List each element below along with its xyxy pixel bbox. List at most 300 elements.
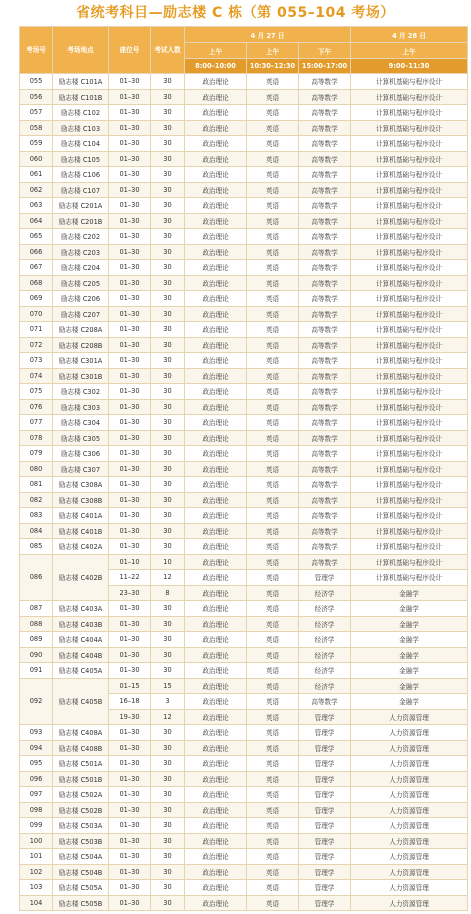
subject-day1-session2-cell: 英语 [247, 353, 299, 369]
candidate-count-cell: 30 [151, 337, 185, 353]
subject-day2-session1-cell: 计算机基础与程序设计 [351, 291, 468, 307]
location-cell: 励志楼 C403B [53, 616, 109, 632]
subject-day2-session1-cell: 计算机基础与程序设计 [351, 306, 468, 322]
room-number-cell: 063 [20, 198, 53, 214]
table-row [20, 523, 468, 539]
subject-day1-session3-cell: 高等数学 [299, 477, 351, 493]
subject-day1-session2-cell: 英语 [247, 508, 299, 524]
subject-day1-session3-cell: 高等数学 [299, 694, 351, 710]
candidate-count-cell: 30 [151, 74, 185, 90]
subject-day1-session1-cell: 政治理论 [185, 368, 247, 384]
subject-day1-session3-cell: 高等数学 [299, 136, 351, 152]
candidate-count-cell: 30 [151, 740, 185, 756]
subject-day1-session1-cell: 政治理论 [185, 337, 247, 353]
seat-range-cell: 01–30 [109, 229, 151, 245]
subject-day1-session2-cell: 英语 [247, 523, 299, 539]
seat-range-cell: 01–30 [109, 632, 151, 648]
subject-day1-session2-cell: 英语 [247, 802, 299, 818]
subject-day2-session1-cell: 人力资源管理 [351, 895, 468, 911]
candidate-count-cell: 30 [151, 167, 185, 183]
room-number-cell: 086 [20, 554, 53, 601]
seat-range-cell: 01–30 [109, 833, 151, 849]
subject-day1-session3-cell: 管理学 [299, 787, 351, 803]
subject-day1-session2-cell: 英语 [247, 151, 299, 167]
candidate-count-cell: 30 [151, 647, 185, 663]
subject-day1-session3-cell: 高等数学 [299, 167, 351, 183]
table-row [20, 647, 468, 663]
seat-range-cell: 01–30 [109, 151, 151, 167]
room-number-cell: 103 [20, 880, 53, 896]
seat-range-cell: 01–30 [109, 895, 151, 911]
subject-day2-session1-cell: 人力资源管理 [351, 709, 468, 725]
subject-day1-session1-cell: 政治理论 [185, 353, 247, 369]
seat-range-cell: 01–30 [109, 663, 151, 679]
subject-day1-session2-cell: 英语 [247, 89, 299, 105]
subject-day2-session1-cell: 金融学 [351, 663, 468, 679]
table-row [20, 740, 468, 756]
subject-day1-session3-cell: 高等数学 [299, 275, 351, 291]
subject-day2-session1-cell: 人力资源管理 [351, 771, 468, 787]
table-row [20, 229, 468, 245]
seat-range-cell: 01–30 [109, 446, 151, 462]
candidate-count-cell: 8 [151, 585, 185, 601]
seat-range-cell: 01–30 [109, 756, 151, 772]
header-day1-date: 4 月 27 日 [185, 27, 351, 43]
seat-range-cell: 01–30 [109, 849, 151, 865]
table-row [20, 818, 468, 834]
room-number-cell: 067 [20, 260, 53, 276]
table-row [20, 151, 468, 167]
subject-day1-session1-cell: 政治理论 [185, 430, 247, 446]
room-number-cell: 088 [20, 616, 53, 632]
subject-day1-session3-cell: 经济学 [299, 647, 351, 663]
subject-day2-session1-cell: 计算机基础与程序设计 [351, 151, 468, 167]
table-row [20, 384, 468, 400]
subject-day1-session1-cell: 政治理论 [185, 818, 247, 834]
location-cell: 励志楼 C505A [53, 880, 109, 896]
room-number-cell: 071 [20, 322, 53, 338]
seat-range-cell: 01–30 [109, 368, 151, 384]
subject-day1-session1-cell: 政治理论 [185, 849, 247, 865]
room-number-cell: 064 [20, 213, 53, 229]
subject-day1-session2-cell: 英语 [247, 678, 299, 694]
candidate-count-cell: 30 [151, 818, 185, 834]
location-cell: 励志楼 C504A [53, 849, 109, 865]
location-cell: 励志楼 C106 [53, 167, 109, 183]
subject-day2-session1-cell: 人力资源管理 [351, 818, 468, 834]
subject-day1-session1-cell: 政治理论 [185, 647, 247, 663]
subject-day1-session1-cell: 政治理论 [185, 663, 247, 679]
subject-day1-session2-cell: 英语 [247, 213, 299, 229]
subject-day1-session2-cell: 英语 [247, 399, 299, 415]
table-row [20, 833, 468, 849]
seat-range-cell: 01–15 [109, 678, 151, 694]
location-cell: 励志楼 C101B [53, 89, 109, 105]
room-number-cell: 058 [20, 120, 53, 136]
subject-day1-session1-cell: 政治理论 [185, 74, 247, 90]
subject-day1-session3-cell: 管理学 [299, 709, 351, 725]
candidate-count-cell: 3 [151, 694, 185, 710]
subject-day2-session1-cell: 计算机基础与程序设计 [351, 415, 468, 431]
table-row [20, 415, 468, 431]
subject-day2-session1-cell: 人力资源管理 [351, 802, 468, 818]
subject-day1-session2-cell: 英语 [247, 368, 299, 384]
subject-day1-session2-cell: 英语 [247, 694, 299, 710]
candidate-count-cell: 30 [151, 353, 185, 369]
location-cell: 励志楼 C404A [53, 632, 109, 648]
subject-day1-session3-cell: 经济学 [299, 601, 351, 617]
subject-day1-session3-cell: 管理学 [299, 570, 351, 586]
candidate-count-cell: 30 [151, 492, 185, 508]
subject-day1-session1-cell: 政治理论 [185, 306, 247, 322]
subject-day2-session1-cell: 计算机基础与程序设计 [351, 120, 468, 136]
room-number-cell: 087 [20, 601, 53, 617]
candidate-count-cell: 30 [151, 244, 185, 260]
room-number-cell: 081 [20, 477, 53, 493]
table-row [20, 461, 468, 477]
room-number-cell: 082 [20, 492, 53, 508]
location-cell: 励志楼 C504B [53, 864, 109, 880]
table-row [20, 787, 468, 803]
candidate-count-cell: 30 [151, 601, 185, 617]
subject-day1-session3-cell: 管理学 [299, 802, 351, 818]
subject-day2-session1-cell: 计算机基础与程序设计 [351, 508, 468, 524]
seat-range-cell: 01–30 [109, 771, 151, 787]
subject-day2-session1-cell: 计算机基础与程序设计 [351, 523, 468, 539]
subject-day1-session2-cell: 英语 [247, 337, 299, 353]
subject-day1-session1-cell: 政治理论 [185, 89, 247, 105]
subject-day1-session2-cell: 英语 [247, 415, 299, 431]
subject-day1-session1-cell: 政治理论 [185, 275, 247, 291]
room-number-cell: 079 [20, 446, 53, 462]
subject-day1-session1-cell: 政治理论 [185, 570, 247, 586]
subject-day1-session2-cell: 英语 [247, 663, 299, 679]
table-row [20, 306, 468, 322]
table-row [20, 136, 468, 152]
subject-day1-session3-cell: 高等数学 [299, 105, 351, 121]
table-row [20, 244, 468, 260]
subject-day2-session1-cell: 计算机基础与程序设计 [351, 384, 468, 400]
subject-day1-session1-cell: 政治理论 [185, 694, 247, 710]
subject-day1-session1-cell: 政治理论 [185, 492, 247, 508]
subject-day1-session3-cell: 经济学 [299, 632, 351, 648]
candidate-count-cell: 30 [151, 136, 185, 152]
subject-day1-session1-cell: 政治理论 [185, 756, 247, 772]
table-row [20, 756, 468, 772]
subject-day1-session2-cell: 英语 [247, 229, 299, 245]
subject-day1-session2-cell: 英语 [247, 740, 299, 756]
candidate-count-cell: 30 [151, 461, 185, 477]
subject-day1-session1-cell: 政治理论 [185, 787, 247, 803]
location-cell: 励志楼 C405A [53, 663, 109, 679]
table-row [20, 802, 468, 818]
location-cell: 励志楼 C102 [53, 105, 109, 121]
location-cell: 励志楼 C206 [53, 291, 109, 307]
subject-day2-session1-cell: 计算机基础与程序设计 [351, 353, 468, 369]
candidate-count-cell: 30 [151, 477, 185, 493]
header-day2-session1-time: 9:00–11:30 [351, 59, 468, 74]
room-number-cell: 080 [20, 461, 53, 477]
subject-day2-session1-cell: 人力资源管理 [351, 849, 468, 865]
subject-day2-session1-cell: 计算机基础与程序设计 [351, 477, 468, 493]
table-row [20, 601, 468, 617]
subject-day2-session1-cell: 计算机基础与程序设计 [351, 322, 468, 338]
subject-day1-session2-cell: 英语 [247, 461, 299, 477]
room-number-cell: 085 [20, 539, 53, 555]
subject-day1-session3-cell: 高等数学 [299, 492, 351, 508]
subject-day2-session1-cell: 人力资源管理 [351, 725, 468, 741]
subject-day1-session3-cell: 管理学 [299, 771, 351, 787]
seat-range-cell: 01–30 [109, 353, 151, 369]
subject-day1-session1-cell: 政治理论 [185, 120, 247, 136]
room-number-cell: 069 [20, 291, 53, 307]
candidate-count-cell: 12 [151, 709, 185, 725]
subject-day1-session2-cell: 英语 [247, 833, 299, 849]
subject-day2-session1-cell: 计算机基础与程序设计 [351, 337, 468, 353]
seat-range-cell: 01–30 [109, 89, 151, 105]
location-cell: 励志楼 C301A [53, 353, 109, 369]
location-cell: 励志楼 C302 [53, 384, 109, 400]
subject-day1-session1-cell: 政治理论 [185, 554, 247, 570]
subject-day2-session1-cell: 计算机基础与程序设计 [351, 136, 468, 152]
candidate-count-cell: 30 [151, 725, 185, 741]
subject-day1-session1-cell: 政治理论 [185, 291, 247, 307]
seat-range-cell: 01–30 [109, 725, 151, 741]
subject-day1-session2-cell: 英语 [247, 136, 299, 152]
header-seat-no: 座位号 [109, 27, 151, 74]
table-row [20, 337, 468, 353]
seat-range-cell: 01–30 [109, 864, 151, 880]
subject-day1-session1-cell: 政治理论 [185, 167, 247, 183]
candidate-count-cell: 30 [151, 833, 185, 849]
location-cell: 励志楼 C208A [53, 322, 109, 338]
location-cell: 励志楼 C505B [53, 895, 109, 911]
candidate-count-cell: 12 [151, 570, 185, 586]
seat-range-cell: 01–30 [109, 74, 151, 90]
subject-day1-session2-cell: 英语 [247, 554, 299, 570]
table-row [20, 74, 468, 90]
subject-day1-session2-cell: 英语 [247, 570, 299, 586]
seat-range-cell: 11–22 [109, 570, 151, 586]
subject-day1-session2-cell: 英语 [247, 260, 299, 276]
seat-range-cell: 01–30 [109, 880, 151, 896]
subject-day1-session3-cell: 管理学 [299, 849, 351, 865]
location-cell: 励志楼 C105 [53, 151, 109, 167]
header-day1-session2-period: 上午 [247, 43, 299, 59]
room-number-cell: 065 [20, 229, 53, 245]
room-number-cell: 060 [20, 151, 53, 167]
seat-range-cell: 01–30 [109, 182, 151, 198]
location-cell: 励志楼 C308B [53, 492, 109, 508]
candidate-count-cell: 30 [151, 849, 185, 865]
subject-day1-session2-cell: 英语 [247, 787, 299, 803]
candidate-count-cell: 30 [151, 182, 185, 198]
subject-day1-session3-cell: 高等数学 [299, 198, 351, 214]
table-row [20, 678, 468, 694]
subject-day1-session3-cell: 经济学 [299, 678, 351, 694]
subject-day1-session1-cell: 政治理论 [185, 461, 247, 477]
subject-day1-session2-cell: 英语 [247, 275, 299, 291]
header-day1-session3-time: 15:00–17:00 [299, 59, 351, 74]
table-row [20, 849, 468, 865]
seat-range-cell: 01–30 [109, 508, 151, 524]
subject-day1-session2-cell: 英语 [247, 880, 299, 896]
subject-day1-session1-cell: 政治理论 [185, 523, 247, 539]
subject-day1-session1-cell: 政治理论 [185, 740, 247, 756]
room-number-cell: 066 [20, 244, 53, 260]
table-row [20, 554, 468, 570]
candidate-count-cell: 30 [151, 384, 185, 400]
table-row [20, 105, 468, 121]
subject-day2-session1-cell: 计算机基础与程序设计 [351, 554, 468, 570]
subject-day1-session2-cell: 英语 [247, 446, 299, 462]
location-cell: 励志楼 C502B [53, 802, 109, 818]
location-cell: 励志楼 C402A [53, 539, 109, 555]
table-row [20, 399, 468, 415]
subject-day1-session2-cell: 英语 [247, 167, 299, 183]
subject-day2-session1-cell: 金融学 [351, 647, 468, 663]
subject-day2-session1-cell: 金融学 [351, 616, 468, 632]
room-number-cell: 094 [20, 740, 53, 756]
table-row [20, 616, 468, 632]
table-row [20, 539, 468, 555]
table-row [20, 663, 468, 679]
subject-day1-session3-cell: 管理学 [299, 818, 351, 834]
candidate-count-cell: 30 [151, 306, 185, 322]
seat-range-cell: 01–30 [109, 787, 151, 803]
subject-day1-session2-cell: 英语 [247, 430, 299, 446]
subject-day1-session3-cell: 高等数学 [299, 260, 351, 276]
candidate-count-cell: 30 [151, 322, 185, 338]
location-cell: 励志楼 C204 [53, 260, 109, 276]
subject-day1-session1-cell: 政治理论 [185, 151, 247, 167]
seat-range-cell: 01–30 [109, 523, 151, 539]
room-number-cell: 092 [20, 678, 53, 725]
subject-day1-session3-cell: 高等数学 [299, 244, 351, 260]
seat-range-cell: 01–30 [109, 105, 151, 121]
location-cell: 励志楼 C503B [53, 833, 109, 849]
subject-day1-session2-cell: 英语 [247, 120, 299, 136]
subject-day1-session3-cell: 管理学 [299, 833, 351, 849]
seat-range-cell: 01–30 [109, 616, 151, 632]
table-row [20, 368, 468, 384]
room-number-cell: 083 [20, 508, 53, 524]
subject-day1-session1-cell: 政治理论 [185, 880, 247, 896]
seat-range-cell: 01–10 [109, 554, 151, 570]
candidate-count-cell: 30 [151, 151, 185, 167]
candidate-count-cell: 30 [151, 632, 185, 648]
candidate-count-cell: 30 [151, 663, 185, 679]
subject-day1-session3-cell: 高等数学 [299, 182, 351, 198]
subject-day1-session2-cell: 英语 [247, 864, 299, 880]
subject-day1-session3-cell: 高等数学 [299, 306, 351, 322]
subject-day2-session1-cell: 人力资源管理 [351, 864, 468, 880]
location-cell: 励志楼 C201B [53, 213, 109, 229]
room-number-cell: 078 [20, 430, 53, 446]
subject-day1-session1-cell: 政治理论 [185, 725, 247, 741]
room-number-cell: 091 [20, 663, 53, 679]
location-cell: 励志楼 C401A [53, 508, 109, 524]
subject-day2-session1-cell: 计算机基础与程序设计 [351, 74, 468, 90]
subject-day1-session2-cell: 英语 [247, 306, 299, 322]
subject-day1-session3-cell: 经济学 [299, 585, 351, 601]
seat-range-cell: 01–30 [109, 306, 151, 322]
location-cell: 励志楼 C501B [53, 771, 109, 787]
subject-day1-session2-cell: 英语 [247, 492, 299, 508]
table-row [20, 275, 468, 291]
seat-range-cell: 01–30 [109, 337, 151, 353]
subject-day1-session2-cell: 英语 [247, 244, 299, 260]
subject-day1-session3-cell: 高等数学 [299, 368, 351, 384]
subject-day2-session1-cell: 计算机基础与程序设计 [351, 105, 468, 121]
subject-day1-session3-cell: 高等数学 [299, 89, 351, 105]
subject-day1-session1-cell: 政治理论 [185, 833, 247, 849]
subject-day2-session1-cell: 金融学 [351, 585, 468, 601]
seat-range-cell: 01–30 [109, 818, 151, 834]
candidate-count-cell: 15 [151, 678, 185, 694]
subject-day2-session1-cell: 计算机基础与程序设计 [351, 461, 468, 477]
subject-day1-session3-cell: 高等数学 [299, 539, 351, 555]
subject-day1-session1-cell: 政治理论 [185, 802, 247, 818]
subject-day1-session1-cell: 政治理论 [185, 182, 247, 198]
seat-range-cell: 01–30 [109, 430, 151, 446]
header-room-no: 考场号 [20, 27, 53, 74]
subject-day2-session1-cell: 计算机基础与程序设计 [351, 260, 468, 276]
room-number-cell: 073 [20, 353, 53, 369]
location-cell: 励志楼 C107 [53, 182, 109, 198]
location-cell: 励志楼 C101A [53, 74, 109, 90]
table-row [20, 880, 468, 896]
table-row [20, 260, 468, 276]
table-row [20, 895, 468, 911]
room-number-cell: 090 [20, 647, 53, 663]
subject-day1-session2-cell: 英语 [247, 182, 299, 198]
location-cell: 励志楼 C403A [53, 601, 109, 617]
location-cell: 励志楼 C304 [53, 415, 109, 431]
subject-day1-session3-cell: 高等数学 [299, 151, 351, 167]
seat-range-cell: 01–30 [109, 539, 151, 555]
subject-day1-session1-cell: 政治理论 [185, 229, 247, 245]
subject-day1-session2-cell: 英语 [247, 384, 299, 400]
room-number-cell: 077 [20, 415, 53, 431]
table-row [20, 725, 468, 741]
subject-day1-session3-cell: 管理学 [299, 725, 351, 741]
subject-day1-session3-cell: 高等数学 [299, 415, 351, 431]
table-row [20, 182, 468, 198]
candidate-count-cell: 30 [151, 291, 185, 307]
location-cell: 励志楼 C501A [53, 756, 109, 772]
location-cell: 励志楼 C405B [53, 678, 109, 725]
seat-range-cell: 01–30 [109, 260, 151, 276]
subject-day1-session3-cell: 高等数学 [299, 461, 351, 477]
location-cell: 励志楼 C301B [53, 368, 109, 384]
subject-day1-session1-cell: 政治理论 [185, 508, 247, 524]
table-row [20, 477, 468, 493]
subject-day2-session1-cell: 金融学 [351, 678, 468, 694]
subject-day1-session3-cell: 高等数学 [299, 430, 351, 446]
subject-day1-session3-cell: 管理学 [299, 895, 351, 911]
table-row [20, 322, 468, 338]
room-number-cell: 072 [20, 337, 53, 353]
subject-day1-session1-cell: 政治理论 [185, 616, 247, 632]
location-cell: 励志楼 C201A [53, 198, 109, 214]
seat-range-cell: 01–30 [109, 275, 151, 291]
room-number-cell: 075 [20, 384, 53, 400]
subject-day1-session2-cell: 英语 [247, 632, 299, 648]
header-day2-session1-period: 上午 [351, 43, 468, 59]
subject-day1-session2-cell: 英语 [247, 849, 299, 865]
location-cell: 励志楼 C305 [53, 430, 109, 446]
